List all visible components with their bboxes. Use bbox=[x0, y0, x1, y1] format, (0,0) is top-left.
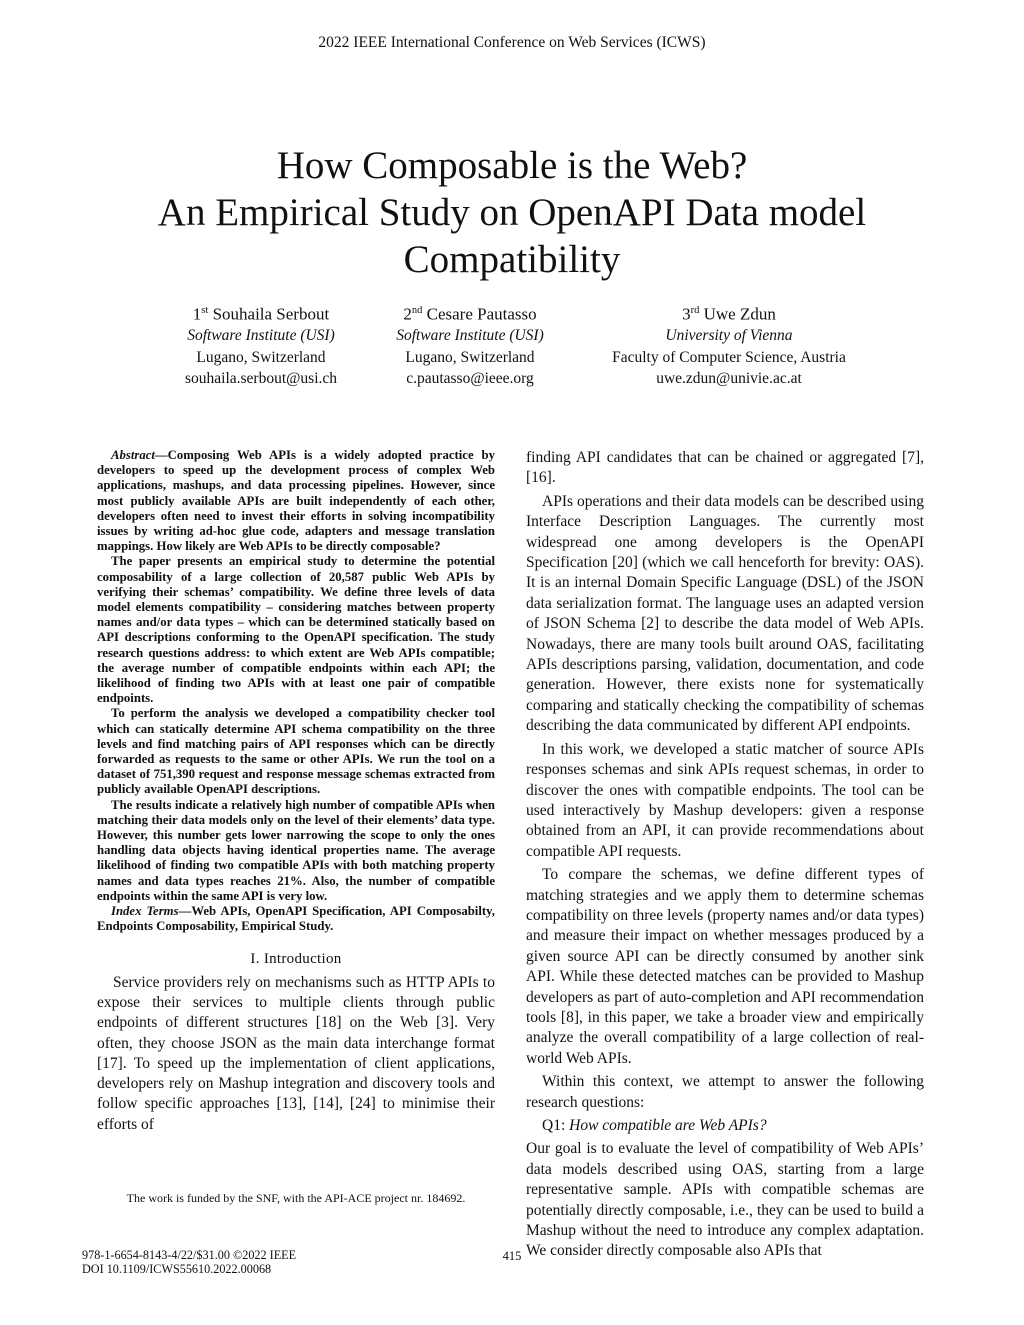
conference-header: 2022 IEEE International Conference on Web Services (ICWS) bbox=[318, 34, 706, 51]
abstract-paragraph: The paper presents an empirical study to determine the potential composability of a large collection of 20,587 public Web APIs by verifying their schemas’ compatibility. We define three levels of data model elements compatibility – considering matches between property names and/or data types – which can be determined statically based on API descriptions conforming to the OpenAPI specification. The study research questions address: to which extent are Web APIs compatible; the average number of compatible endpoints within each API; the likelihood of finding two APIs with at least one pair of compatible endpoints. bbox=[97, 554, 495, 706]
author-email: souhaila.serbout@usi.ch bbox=[184, 370, 338, 388]
body-paragraph: Our goal is to evaluate the level of compatibility of Web APIs’ data models described using OAS, starting from a large representative sample. APIs with compatible schemas are potentially directly composable, i.e., they can be used to build a Mashup without the need to introduce any complex adaptation. We consider directly composable also APIs that bbox=[526, 1140, 924, 1260]
author-block-1 bbox=[130, 300, 392, 390]
body-paragraph: Within this context, we attempt to answer the following research questions: bbox=[526, 1073, 924, 1111]
author-affiliation: Software Institute (USI) bbox=[187, 327, 335, 345]
author-location: Lugano, Switzerland bbox=[405, 348, 535, 366]
title-line-2: An Empirical Study on OpenAPI Data model bbox=[157, 191, 867, 234]
right-column bbox=[526, 448, 924, 1265]
title-line-3: Compatibility bbox=[403, 238, 621, 281]
author-location: Faculty of Computer Science, Austria bbox=[612, 348, 846, 366]
author-location: Lugano, Switzerland bbox=[196, 348, 326, 366]
abstract-paragraph: Abstract—Composing Web APIs is a widely adopted practice by developers to speed up the development process of complex Web applications, mashups, and data processing pipelines. However, since most publicly available APIs are built independently of each other, developers often need to invest their efforts in solving incompatibility issues by writing ad-hoc glue code, adapters and message translation mappings. How likely are Web APIs to be directly composable? bbox=[97, 448, 495, 554]
abstract-label: Abstract bbox=[111, 448, 155, 462]
section-heading-introduction: I. Introduction bbox=[250, 950, 342, 967]
index-terms: Index Terms—Web APIs, OpenAPI Specification, API Composabilty, Endpoints Composability, Empirical Study. bbox=[97, 904, 495, 934]
abstract-paragraph: The results indicate a relatively high number of compatible APIs when matching their data models only on the level of their elements’ data type. However, this number gets lower narrowing the scope to only the ones handling data objects having identical properties name. The average likelihood of finding two compatible APIs with both matching property names and data types reaches 21%. Also, the number of compatible endpoints within the same API is very low. bbox=[97, 797, 495, 903]
footnote: The work is funded by the SNF, with the API-ACE project nr. 184692. bbox=[126, 1191, 466, 1205]
author-affiliation: Software Institute (USI) bbox=[396, 327, 544, 345]
abstract-paragraph: To perform the analysis we developed a compatibility checker tool which can statically determine API schema compatibility on the three levels and find matching pairs of API responses which can be directly forwarded as requests to the same or other APIs. We run the tool on a dataset of 751,390 request and response message schemas extracted from publicly available OpenAPI descriptions. bbox=[97, 706, 495, 797]
body-paragraph: In this work, we developed a static matcher of source APIs responses schemas and sink APIs request schemas, in order to discover the ones with compatible endpoints. The tool can be used interactively by Mashup developers: given a response obtained from an API, it can provide recommendations about compatible API requests. bbox=[526, 740, 924, 860]
author-email: uwe.zdun@univie.ac.at bbox=[656, 370, 802, 388]
doi-line: DOI 10.1109/ICWS55610.2022.00068 bbox=[82, 1261, 272, 1276]
introduction-body bbox=[97, 973, 495, 1135]
body-paragraph: To compare the schemas, we define different types of matching strategies and we apply them to determine schemas compatibility on three levels (property names and/or data types) and measure their impact on whether messages produced by a given source API can be directly consumed by another sink API. While these detected matches can be provided to Mashup developers as part of auto-completion and API recommendation tools [8], in this paper, we take a broader view and empirically analyze the overall compatibility of a large collection of real-world Web APIs. bbox=[526, 866, 924, 1067]
paper-title bbox=[60, 142, 964, 283]
index-terms-label: Index Terms bbox=[111, 904, 179, 919]
author-name: 1st Souhaila Serbout bbox=[192, 304, 330, 324]
body-paragraph: APIs operations and their data models can be described using Interface Description Languages. The currently most widespread one among developers is the OpenAPI Specification [20] (which we call henceforth for brevity: OAS). It is an internal Domain Specific Language (DSL) of the JSON data serialization format. The language uses an adapted version of JSON Schema [2] to describe the data model of Web APIs. Nowadays, there are many tools built around OAS, facilitating APIs descriptions parsing, validation, documentation, and code generation. However, there exists none for systematically comparing and statically checking the compatibility of schemas describing the data communicated by different API endpoints. bbox=[526, 492, 924, 735]
research-question-1: Q1: How compatible are Web APIs? bbox=[542, 1117, 767, 1134]
author-block-2 bbox=[372, 300, 568, 390]
page-number: 415 bbox=[502, 1249, 522, 1263]
title-line-1: How Composable is the Web? bbox=[276, 144, 748, 187]
author-name: 2nd Cesare Pautasso bbox=[403, 304, 537, 324]
author-affiliation: University of Vienna bbox=[665, 327, 793, 345]
isbn-line: 978-1-6654-8143-4/22/$31.00 ©2022 IEEE bbox=[82, 1248, 297, 1262]
author-email: c.pautasso@ieee.org bbox=[406, 370, 534, 388]
left-column bbox=[97, 448, 495, 1135]
body-paragraph: finding API candidates that can be chained or aggregated [7], [16]. bbox=[526, 449, 924, 487]
author-name: 3rd Uwe Zdun bbox=[682, 304, 776, 324]
body-paragraph: Service providers rely on mechanisms such as HTTP APIs to expose their services to multiple clients through public endpoints of different structures [18] on the Web [3]. Very often, they choose JSON as the main data interchange format [17]. To speed up the implementation of client applications, developers rely on Mashup integration and discovery tools and follow specific approaches [13], [14], [24] to minimise their efforts of bbox=[97, 973, 495, 1133]
author-block-3 bbox=[598, 300, 860, 390]
abstract bbox=[97, 448, 495, 935]
